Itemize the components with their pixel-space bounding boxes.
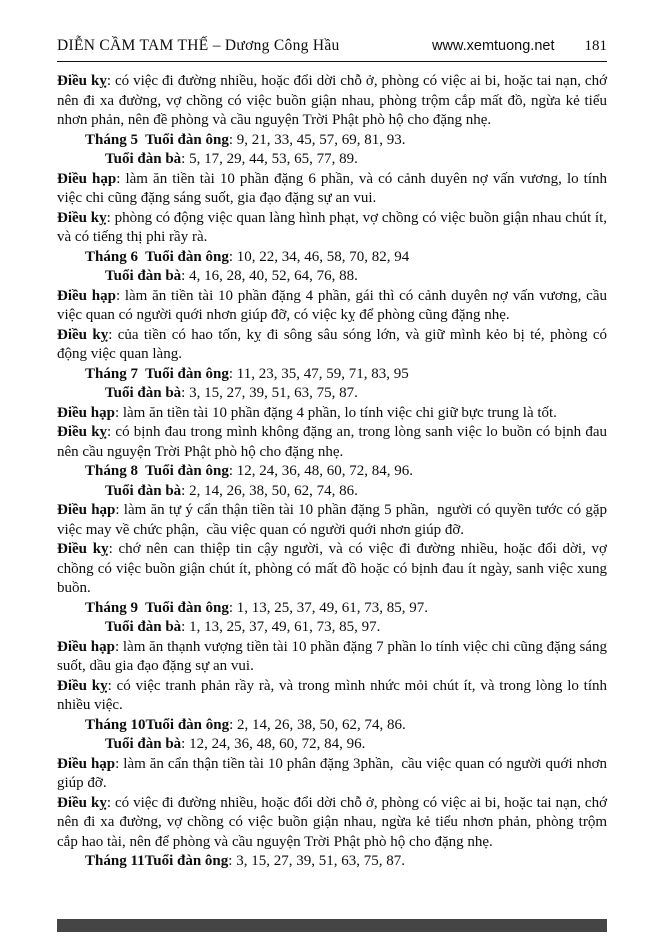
paragraph-label: Điều kỵ [57, 73, 107, 89]
label-separator: : [228, 853, 237, 869]
paragraph [57, 618, 607, 638]
paragraph-label: Điều hạp [57, 638, 115, 655]
paragraph-text: 2, 14, 26, 38, 50, 62, 74, 86. [237, 716, 406, 733]
paragraph [57, 540, 611, 599]
paragraph [57, 501, 611, 540]
page-header [57, 37, 607, 55]
paragraph [57, 150, 607, 170]
paragraph-text: 9, 21, 33, 45, 57, 69, 81, 93. [236, 131, 406, 148]
paragraph [57, 599, 607, 619]
paragraph [57, 716, 607, 736]
paragraph-text: 1, 13, 25, 37, 49, 61, 73, 85, 97. [189, 619, 381, 635]
label-separator: : [107, 677, 117, 694]
paragraph-text: 5, 17, 29, 44, 53, 65, 77, 89. [189, 151, 358, 167]
paragraph-text: của tiền có hao tốn, kỵ đi sông sâu sóng lớn, và giữ mình kẻo bị té, phòng có động việc quan làng. [57, 326, 611, 362]
paragraph [57, 267, 607, 287]
paragraph-text: 3, 15, 27, 39, 51, 63, 75, 87. [236, 853, 405, 869]
label-separator: : [228, 248, 237, 265]
label-separator: : [115, 502, 124, 518]
label-separator: : [115, 755, 124, 772]
paragraph-label: Tuổi đàn bà [105, 151, 182, 167]
label-separator: : [114, 638, 123, 655]
paragraph-text: 4, 16, 28, 40, 52, 64, 76, 88. [189, 268, 358, 284]
scan-artifact-bar [57, 919, 607, 932]
label-separator: : [228, 365, 237, 382]
paragraph [57, 677, 611, 716]
paragraph-text: 10, 22, 34, 46, 58, 70, 82, 94 [236, 248, 410, 265]
paragraph-text: có bịnh đau trong mình không đặng an, trong lòng sanh việc lo buồn có bịnh đau nên cầu nguyện Trời Phật phò hộ cho đặng nhẹ. [57, 424, 611, 460]
paragraph [57, 131, 607, 151]
paragraph [57, 365, 607, 385]
label-separator: : [106, 73, 115, 89]
paragraph-label: Điều kỵ [57, 541, 109, 557]
label-separator: : [181, 736, 190, 752]
paragraph-label: Điều hạp [57, 404, 115, 421]
paragraph-label: Tháng 5 Tuổi đàn ông [85, 131, 229, 148]
paragraph [57, 852, 607, 872]
paragraph-label: Điều kỵ [57, 794, 107, 811]
paragraph [57, 248, 607, 268]
paragraph-text: chớ nên can thiệp tin cậy người, và có việc đi đường nhiều, hoặc đổi dời, vợ chồng có việc buồn giận chút ít, phòng có mất đồ hoặc có bịnh đau ít ngày, sanh việc xung buồn. [57, 541, 611, 596]
paragraph [57, 170, 611, 209]
paragraph [57, 209, 611, 248]
paragraph-label: Tuổi đàn bà [105, 736, 182, 752]
header-rule [57, 61, 607, 62]
paragraph-label: Tuổi đàn bà [105, 619, 182, 635]
label-separator: : [116, 170, 126, 187]
label-separator: : [228, 599, 237, 616]
paragraph [57, 794, 611, 853]
website-url: www.xemtuong.net [431, 38, 555, 54]
label-separator: : [108, 326, 118, 343]
paragraph [57, 72, 611, 131]
header-right-group [432, 38, 607, 55]
paragraph [57, 755, 611, 794]
paragraph-label: Điều hạp [57, 287, 116, 304]
paragraph-label: Tuổi đàn bà [105, 482, 182, 499]
paragraph [57, 462, 607, 482]
paragraph [57, 638, 611, 677]
label-separator: : [114, 404, 123, 421]
paragraph [57, 326, 611, 365]
paragraph-text: 12, 24, 36, 48, 60, 72, 84, 96. [189, 736, 366, 752]
paragraph-label: Tháng 11Tuổi đàn ông [85, 853, 229, 869]
paragraph-label: Tuổi đàn bà [105, 268, 182, 284]
paragraph-text: làm ăn tiền tài 10 phần đặng 4 phần, lo tính việc chi giữ bực trung là tốt. [122, 404, 557, 421]
paragraph-label: Tháng 8 Tuổi đàn ông [85, 463, 229, 479]
paragraph-label: Điều kỵ [57, 677, 108, 694]
paragraph [57, 423, 611, 462]
paragraph-label: Tháng 9 Tuổi đàn ông [85, 599, 229, 616]
paragraph-text: phòng có động việc quan làng hình phạt, vợ chồng có việc buồn giận nhau chút ít, và có tiếng thị phi rầy rà. [57, 209, 611, 245]
paragraph-label: Tháng 6 Tuổi đàn ông [85, 248, 229, 265]
paragraph-label: Điều kỵ [57, 326, 109, 343]
paragraph [57, 384, 607, 404]
paragraph [57, 735, 607, 755]
label-separator: : [181, 482, 190, 499]
label-separator: : [181, 619, 190, 635]
paragraph-text: có việc tranh phản rầy rà, và trong mình nhức mỏi chút ít, và trong lòng lo tính nhiều việc. [57, 677, 611, 713]
paragraph-text: có việc đi đường nhiều, hoặc đổi dời chỗ ở, phòng có việc ai bi, hoặc tai nạn, chớ nên đi xa đường, vợ chồng có việc buồn giận nhau, ngừa kẻ tiểu nhơn phản, phòng trộm cắp hao tài, nên để phòng và cầu nguyện Trời Phật phò hộ cho đặng nhẹ. [57, 794, 611, 850]
label-separator: : [228, 131, 237, 148]
paragraph-label: Điều kỵ [57, 209, 107, 226]
paragraph-label: Điều kỵ [57, 424, 108, 440]
paragraph-label: Tháng 7 Tuổi đàn ông [85, 365, 229, 382]
label-separator: : [115, 287, 125, 304]
paragraph [57, 287, 611, 326]
paragraph-text: 2, 14, 26, 38, 50, 62, 74, 86. [189, 482, 358, 499]
paragraph-text: 3, 15, 27, 39, 51, 63, 75, 87. [189, 385, 358, 401]
paragraph-label: Điều hạp [57, 755, 116, 772]
paragraph-text: có việc đi đường nhiều, hoặc đổi dời chỗ ở, phòng có việc ai bi, hoặc tai nạn, chớ nên đi xa đường, vợ chồng có việc buồn giận nhau, phòng trộm cắp mất đồ, ngừa kẻ tiểu nhơn phản, nên đề phòng và cầu nguyện Trời Phật phò hộ cho đặng nhẹ. [57, 73, 611, 128]
paragraph-label: Điều hạp [57, 502, 116, 518]
label-separator: : [106, 794, 115, 811]
page-content [57, 72, 611, 872]
paragraph-text: làm ăn thạnh vượng tiền tài 10 phần đặng 7 phần lo tính việc chi cũng đặng sáng suốt, dầu gia đạo đặng sự an vui. [57, 638, 611, 674]
paragraph-label: Điều hạp [57, 170, 117, 187]
document-title: DIỄN CẦM TAM THẾ – Dương Công Hầu [57, 37, 340, 54]
page-number: 181 [584, 38, 607, 54]
label-separator: : [181, 268, 190, 284]
paragraph-text: 1, 13, 25, 37, 49, 61, 73, 85, 97. [236, 599, 429, 616]
paragraph [57, 404, 607, 424]
paragraph-text: 12, 24, 36, 48, 60, 72, 84, 96. [236, 463, 414, 479]
label-separator: : [106, 209, 115, 226]
paragraph-text: 11, 23, 35, 47, 59, 71, 83, 95 [236, 365, 409, 382]
paragraph-text: làm ăn tiền tài 10 phần đặng 6 phần, và có cảnh duyên nợ vấn vương, lo tính việc chi cũng đặng sáng suốt, gia đạo đặng sự an vui. [57, 170, 611, 206]
label-separator: : [228, 463, 237, 479]
paragraph-text: làm ăn tự ý cẩn thận tiền tài 10 phần đặng 5 phần, người có quyền tước có gặp việc may về chức phận, cầu việc quan có người quới nhơn giúp đỡ. [57, 502, 611, 538]
paragraph-text: làm ăn tiền tài 10 phần đặng 4 phần, gái thì có cảnh duyên nợ vấn vương, cầu việc quan có người quới nhơn giúp đỡ, có việc kỵ để phòng cũng đặng nhẹ. [57, 287, 611, 323]
paragraph-label: Tháng 10Tuổi đàn ông [85, 716, 230, 733]
label-separator: : [181, 385, 190, 401]
paragraph-label: Tuổi đàn bà [105, 385, 182, 401]
label-separator: : [229, 716, 238, 733]
paragraph-text: làm ăn cẩn thận tiền tài 10 phân đặng 3phần, cầu việc quan có người quới nhơn giúp đỡ. [57, 755, 611, 791]
label-separator: : [108, 541, 119, 557]
paragraph [57, 482, 607, 502]
label-separator: : [107, 424, 116, 440]
label-separator: : [181, 151, 190, 167]
